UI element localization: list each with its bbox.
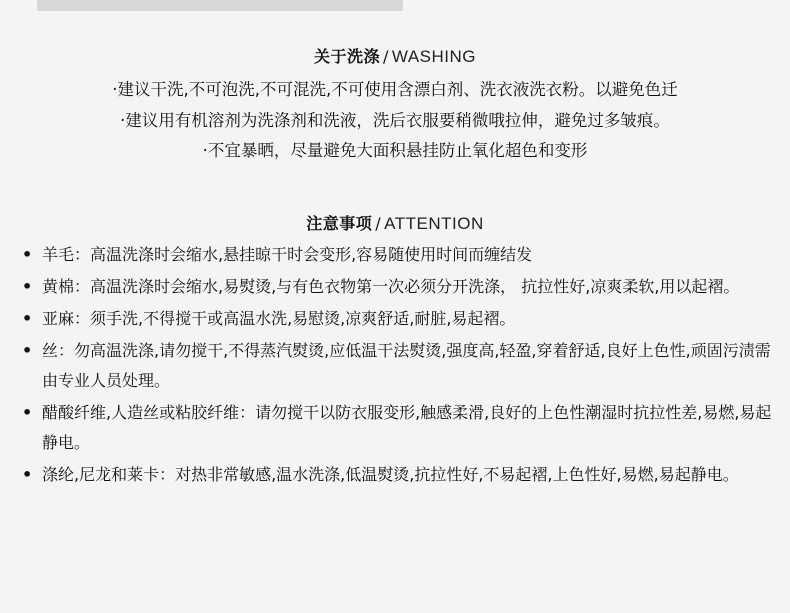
attention-item-text: 黄棉：高温洗涤时会缩水,易熨烫,与有色衣物第一次必须分开洗涤， 抗拉性好,凉爽柔软,用以起褶。 <box>42 277 740 296</box>
attention-item-wool <box>22 240 772 270</box>
attention-list <box>22 240 772 492</box>
washing-line-2: ·建议用有机溶剂为洗涤剂和洗液，洗后衣服要稍微哦拉伸，避免过多皱痕。 <box>120 111 670 130</box>
washing-section-title <box>0 47 790 67</box>
attention-item-acetate <box>22 398 772 458</box>
attention-section-title <box>0 214 790 234</box>
attention-item-silk <box>22 336 772 396</box>
bullet-icon: • <box>22 341 33 360</box>
title-separator: / <box>383 47 389 66</box>
attention-title-zh: 注意事项 <box>306 214 373 233</box>
bullet-icon: • <box>22 245 33 264</box>
attention-item-text: 涤纶,尼龙和莱卡：对热非常敏感,温水洗涤,低温熨烫,抗拉性好,不易起褶,上色性好,易燃,易起静电。 <box>42 465 739 484</box>
bullet-icon: • <box>22 277 33 296</box>
attention-item-text: 亚麻：须手洗,不得搅干或高温水洗,易慰烫,凉爽舒适,耐脏,易起褶。 <box>42 309 516 328</box>
title-separator: / <box>375 214 382 233</box>
attention-item-text: 丝：勿高温洗涤,请勿搅干,不得蒸汽熨烫,应低温干法熨烫,强度高,轻盈,穿着舒适,良好上色性,顽固污渍需由专业人员处理。 <box>42 341 771 390</box>
attention-title-en: ATTENTION <box>384 214 484 233</box>
top-decor-bar <box>37 0 403 11</box>
washing-title-zh: 关于洗涤 <box>314 47 381 66</box>
attention-item-cotton <box>22 272 772 302</box>
washing-line-1: ·建议干洗,不可泡洗,不可混洗,不可使用含漂白剂、洗衣液洗衣粉。以避免色迁 <box>112 80 678 99</box>
attention-item-text: 羊毛：高温洗涤时会缩水,悬挂晾干时会变形,容易随使用时间而缠结发 <box>42 245 533 264</box>
washing-title-en: WASHING <box>391 47 476 66</box>
attention-item-text: 醋酸纤维,人造丝或粘胶纤维：请勿搅干以防衣服变形,触感柔滑,良好的上色性潮湿时抗拉性差,易燃,易起静电。 <box>42 403 772 452</box>
bullet-icon: • <box>22 465 33 484</box>
attention-item-polyester <box>22 460 772 490</box>
bullet-icon: • <box>22 309 33 328</box>
washing-line-3: ·不宜暴晒，尽量避免大面积悬挂防止氧化超色和变形 <box>202 141 588 160</box>
attention-item-linen <box>22 304 772 334</box>
bullet-icon: • <box>22 403 33 422</box>
